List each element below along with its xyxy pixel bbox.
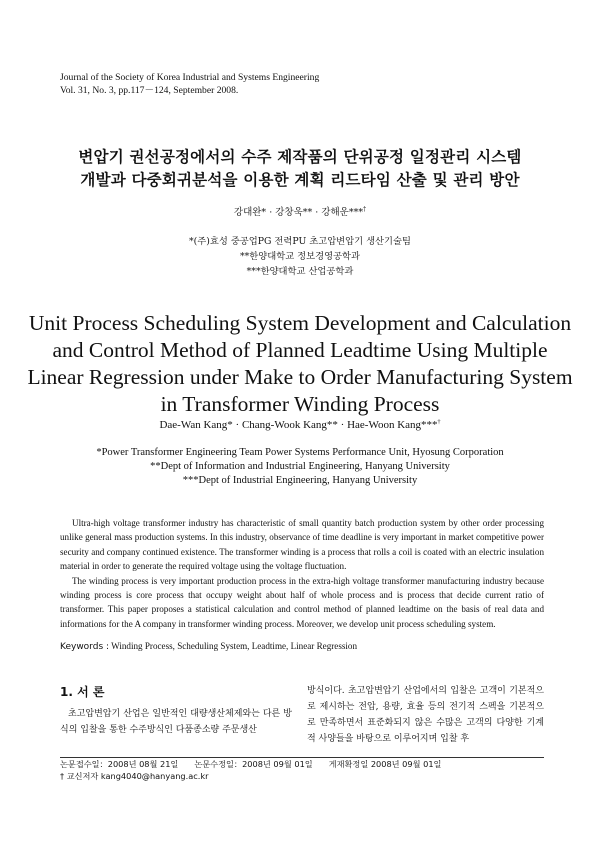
abstract-paragraph-2: The winding process is very important production process in the extra-high voltage transformer manufacturing industry because winding process is core process that occupy weight about half of whole process and is process that decide current ratio of transformer. This paper proposes a statistical calculation and control method of planned leadtime on the basis of real data and informations for the A company in transformer winding process. Moreover, we develop unit process scheduling system. bbox=[60, 575, 544, 629]
english-affiliations bbox=[0, 446, 600, 488]
english-title-line-2: and Control Method of Planned Leadtime Using Multiple bbox=[52, 338, 548, 362]
abstract bbox=[60, 516, 544, 631]
english-title-line-1: Unit Process Scheduling System Development and Calculation bbox=[28, 311, 572, 335]
korean-authors bbox=[0, 204, 600, 218]
english-authors bbox=[0, 419, 600, 431]
english-author-names: Dae-Wan Kang* · Chang-Wook Kang** · Hae-Woon Kang*** bbox=[159, 419, 438, 431]
received-date: 논문접수일：2008년 08월 21일 bbox=[60, 759, 179, 769]
footnote-dates bbox=[60, 759, 544, 771]
section-text-left: 초고압변압기 산업은 일반적인 대량생산체제와는 다른 방식의 입찰을 통한 수주방식인 다품종소량 주문생산 bbox=[60, 709, 292, 735]
korean-affiliation-2: **한양대학교 정보경영공학과 bbox=[239, 251, 361, 262]
english-title-line-4: in Transformer Winding Process bbox=[160, 392, 440, 416]
body-column-right bbox=[307, 683, 544, 747]
keywords bbox=[60, 641, 544, 652]
korean-affiliation-1: *(주)효성 중공업PG 전력PU 초고압변압기 생산기술팀 bbox=[189, 236, 411, 247]
keywords-label: Keywords : bbox=[60, 642, 110, 652]
korean-affiliation-3: ***한양대학교 산업공학과 bbox=[246, 266, 354, 277]
english-title bbox=[0, 310, 600, 418]
korean-title bbox=[0, 146, 600, 192]
section-title: 1. 서 론 bbox=[60, 685, 105, 699]
korean-title-line-1: 변압기 권선공정에서의 수주 제작품의 단위공정 일정관리 시스템 bbox=[78, 148, 522, 166]
revised-date: 논문수정일：2008년 09월 01일 bbox=[194, 759, 313, 769]
korean-author-names: 강대완* · 강창욱** · 강해운*** bbox=[233, 207, 364, 218]
footnote-divider bbox=[60, 757, 544, 758]
corresponding-mark: † bbox=[363, 205, 367, 213]
journal-issue: Vol. 31, No. 3, pp.117－124, September 2008. bbox=[60, 85, 239, 96]
abstract-paragraph-1: Ultra-high voltage transformer industry has characteristic of small quantity batch production system by other order processing unlike general mass production systems. In this industry, observance of time deadline is very important in market competitive power security and company continued existence. The transformer winding is a process that rolls a coil is coated with an electric insulation material in order to generate the required voltage using the voltage fluctuation. bbox=[60, 518, 544, 572]
corresponding-mark-en: † bbox=[437, 419, 441, 426]
korean-title-line-2: 개발과 다중회귀분석을 이용한 계획 리드타임 산출 및 관리 방안 bbox=[80, 171, 520, 189]
accepted-date: 게재확정일 2008년 09월 01일 bbox=[328, 759, 442, 769]
english-affiliation-2: **Dept of Information and Industrial Engineering, Hanyang University bbox=[150, 461, 450, 472]
english-affiliation-3: ***Dept of Industrial Engineering, Hanyang University bbox=[182, 475, 418, 486]
journal-name: Journal of the Society of Korea Industrial and Systems Engineering bbox=[60, 72, 320, 83]
footnote bbox=[60, 759, 544, 782]
corresponding-author: † 교신저자 kang4040@hanyang.ac.kr bbox=[60, 770, 209, 781]
body-column-left bbox=[60, 683, 292, 738]
journal-header bbox=[60, 71, 319, 97]
korean-affiliations bbox=[0, 234, 600, 279]
english-affiliation-1: *Power Transformer Engineering Team Power Systems Performance Unit, Hyosung Corporation bbox=[96, 447, 504, 458]
keywords-value: Winding Process, Scheduling System, Leadtime, Linear Regression bbox=[111, 641, 358, 651]
section-text-right: 방식이다. 초고압변압기 산업에서의 입찰은 고객이 기본적으로 제시하는 전압, 용량, 효율 등의 전기적 스펙을 기본적으로 만족하면서 표준화되지 않은 수많은 고객의 다양한 기계적 사양들을 바탕으로 이루어지며 입찰 후 bbox=[307, 686, 544, 744]
english-title-line-3: Linear Regression under Make to Order Manufacturing System bbox=[27, 365, 573, 389]
